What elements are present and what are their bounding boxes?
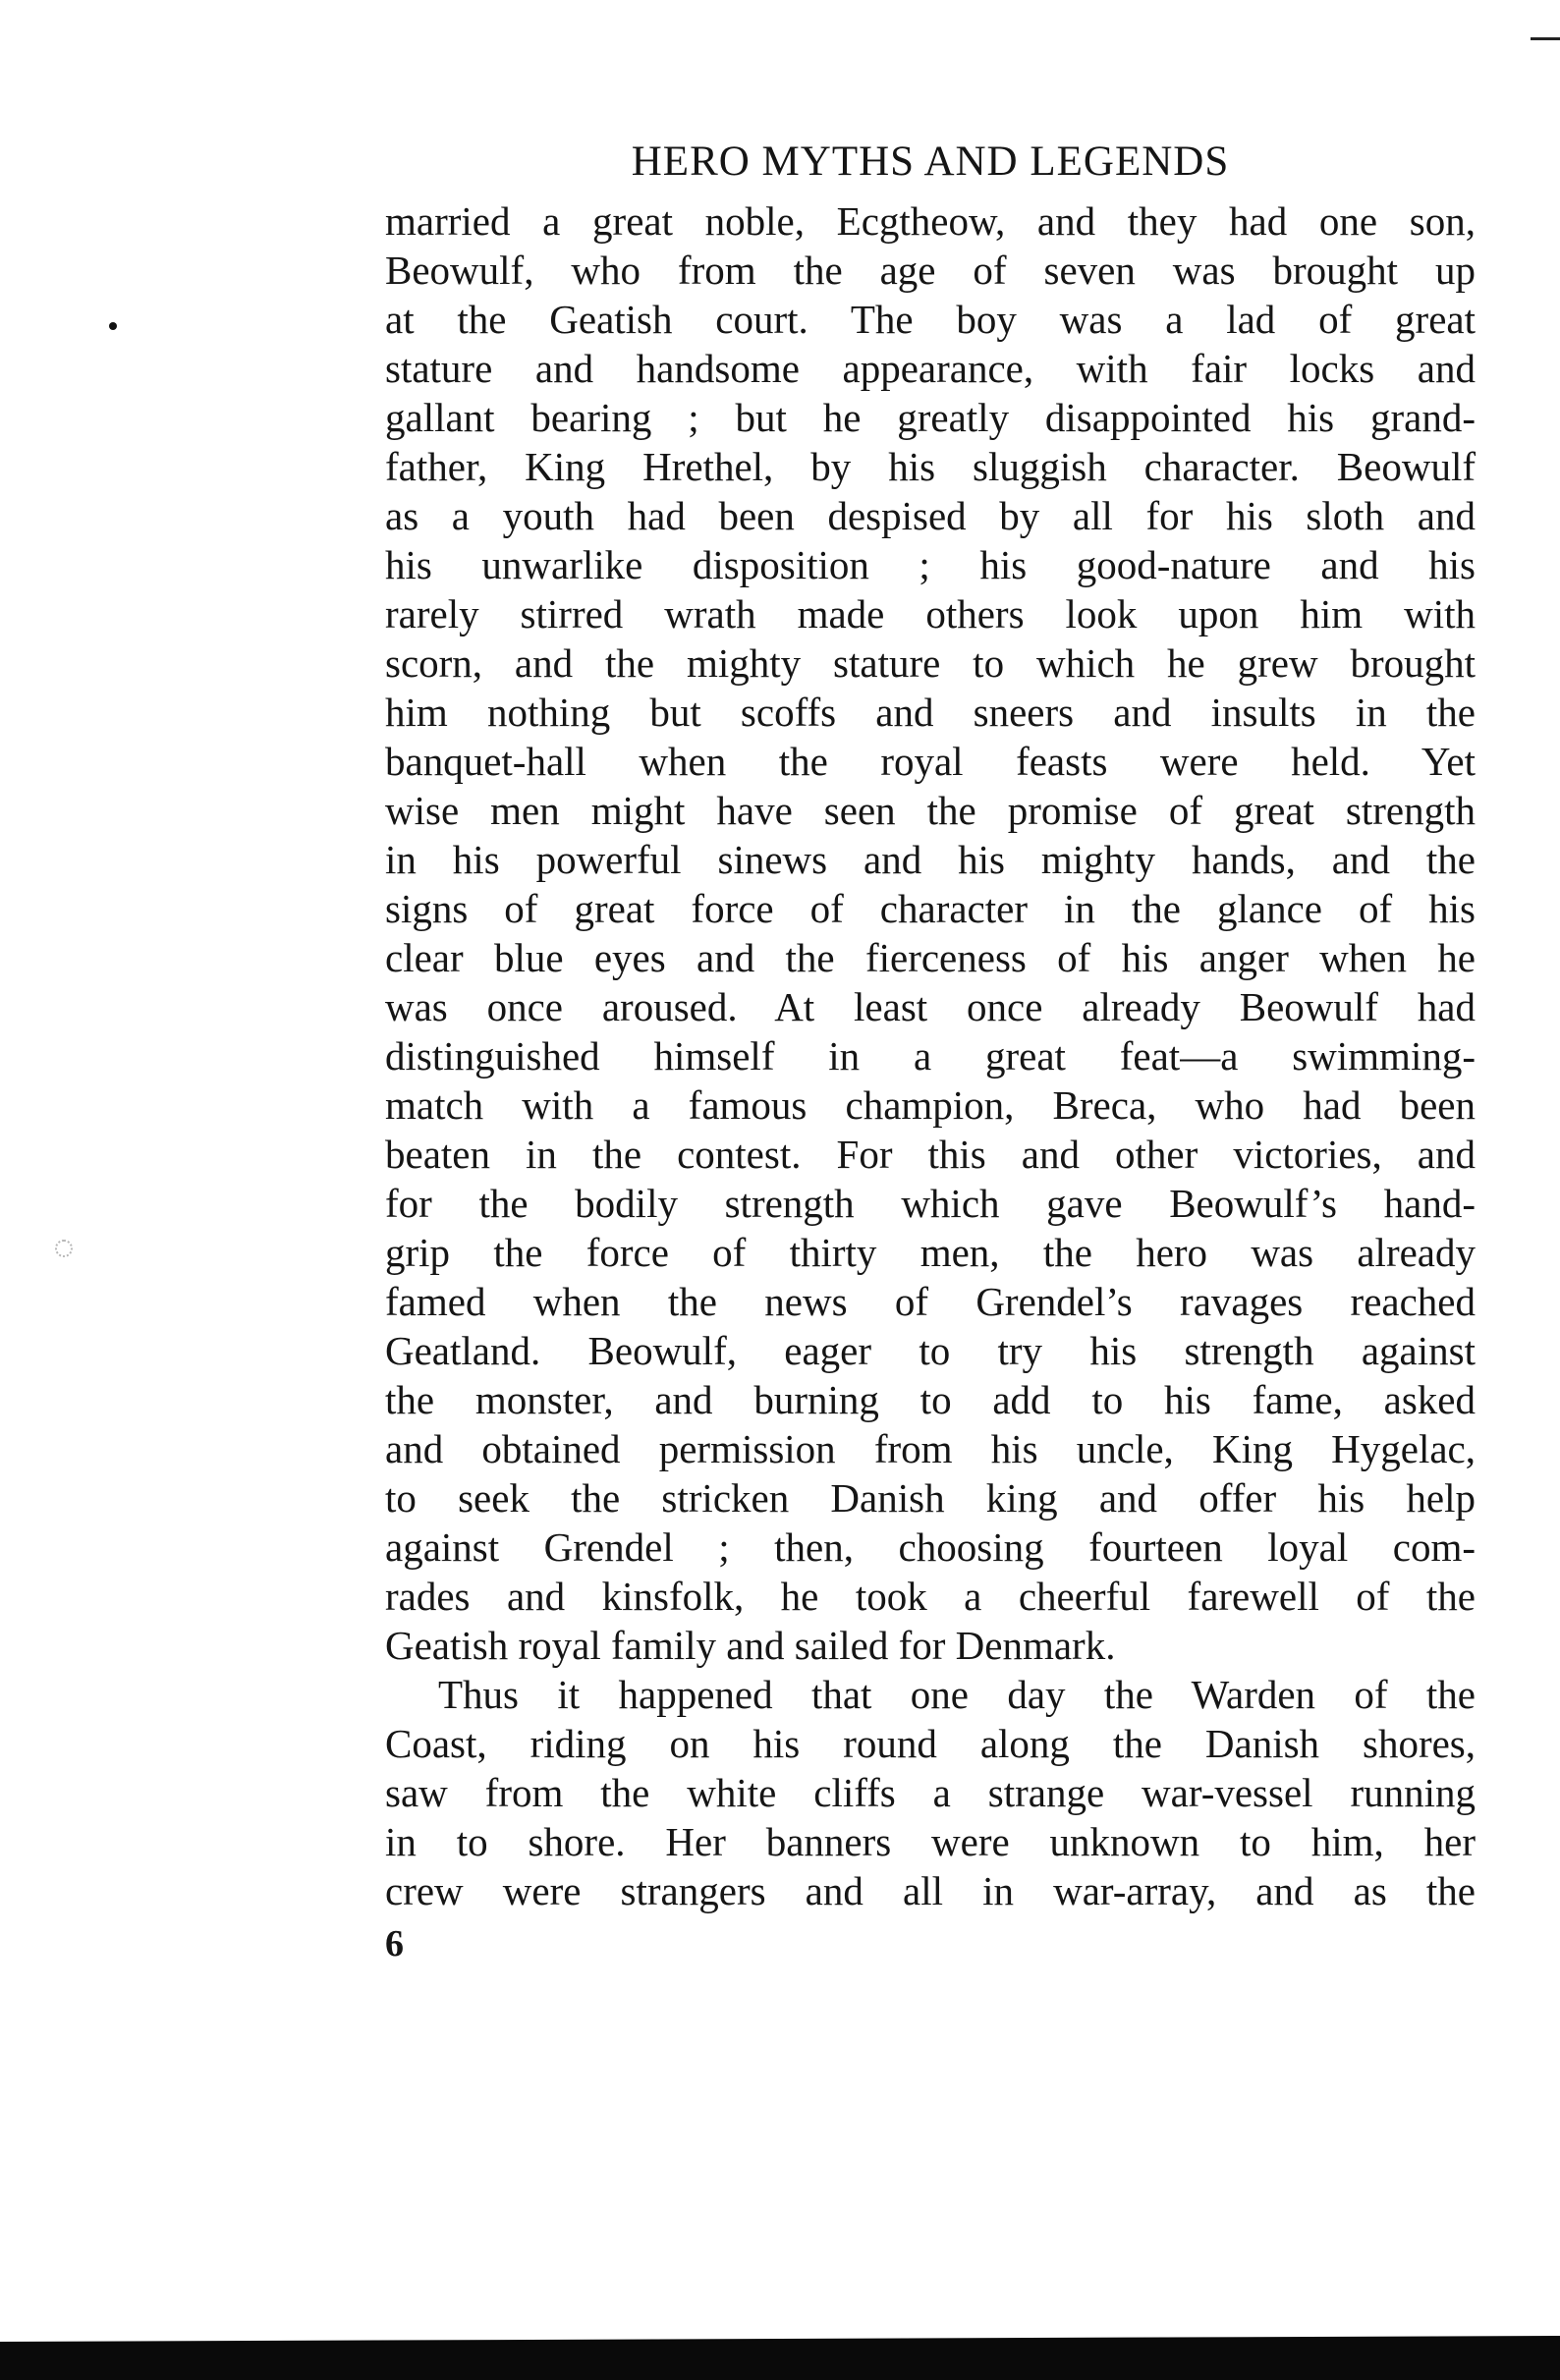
text-line: rarely stirred wrath made others look upon him with	[385, 591, 1476, 637]
text-line: father, King Hrethel, by his sluggish character. Beowulf	[385, 444, 1476, 489]
paragraph-2	[385, 1670, 1476, 1915]
text-line: crew were strangers and all in war-array, and as the	[385, 1868, 1476, 1913]
text-line: clear blue eyes and the fierceness of his anger when he	[385, 935, 1476, 980]
text-line: wise men might have seen the promise of great strength	[385, 788, 1476, 833]
text-line: match with a famous champion, Breca, who had been	[385, 1082, 1476, 1128]
text-line: beaten in the contest. For this and other victories, and	[385, 1132, 1476, 1177]
edge-mark	[1531, 37, 1560, 40]
text-line: as a youth had been despised by all for his sloth and	[385, 493, 1476, 538]
text-line: distinguished himself in a great feat—a swimming-	[385, 1033, 1476, 1079]
ink-dot	[109, 322, 117, 330]
text-line: scorn, and the mighty stature to which he grew brought	[385, 640, 1476, 686]
text-line: grip the force of thirty men, the hero was already	[385, 1230, 1476, 1275]
page-number: 6	[385, 1923, 404, 1965]
text-line: for the bodily strength which gave Beowulf’s hand-	[385, 1181, 1476, 1226]
text-line: Geatish royal family and sailed for Denmark.	[385, 1623, 1116, 1668]
running-head: HERO MYTHS AND LEGENDS	[631, 138, 1230, 185]
paragraph-1	[385, 196, 1476, 1670]
text-line: Beowulf, who from the age of seven was brought up	[385, 248, 1476, 293]
text-line: gallant bearing ; but he greatly disappointed his grand-	[385, 395, 1476, 440]
text-line: to seek the stricken Danish king and offer his help	[385, 1475, 1476, 1521]
text-line: in his powerful sinews and his mighty hands, and the	[385, 837, 1476, 882]
text-line: at the Geatish court. The boy was a lad of great	[385, 297, 1476, 342]
text-line: famed when the news of Grendel’s ravages reached	[385, 1279, 1476, 1324]
text-line: Geatland. Beowulf, eager to try his strength against	[385, 1328, 1476, 1373]
text-line: married a great noble, Ecgtheow, and they had one son,	[385, 198, 1476, 244]
text-line: and obtained permission from his uncle, King Hygelac,	[385, 1426, 1476, 1471]
text-line: signs of great force of character in the glance of his	[385, 886, 1476, 931]
text-line: stature and handsome appearance, with fair locks and	[385, 346, 1476, 391]
text-line: in to shore. Her banners were unknown to him, her	[385, 1819, 1476, 1864]
text-line: against Grendel ; then, choosing fourteen loyal com-	[385, 1524, 1476, 1570]
text-line: banquet-hall when the royal feasts were held. Yet	[385, 739, 1476, 784]
text-line: saw from the white cliffs a strange war-vessel running	[385, 1770, 1476, 1815]
text-line: his unwarlike disposition ; his good-nature and his	[385, 542, 1476, 587]
text-line: the monster, and burning to add to his fame, asked	[385, 1377, 1476, 1422]
text-line: Thus it happened that one day the Warden of the	[438, 1672, 1476, 1717]
text-line: was once aroused. At least once already Beowulf had	[385, 984, 1476, 1029]
text-line: rades and kinsfolk, he took a cheerful farewell of the	[385, 1574, 1476, 1619]
bottom-scan-edge	[0, 2334, 1560, 2380]
text-line: Coast, riding on his round along the Danish shores,	[385, 1721, 1476, 1766]
body-text	[385, 196, 1476, 1968]
paper-speck	[55, 1240, 73, 1257]
text-line: him nothing but scoffs and sneers and insults in the	[385, 690, 1476, 735]
